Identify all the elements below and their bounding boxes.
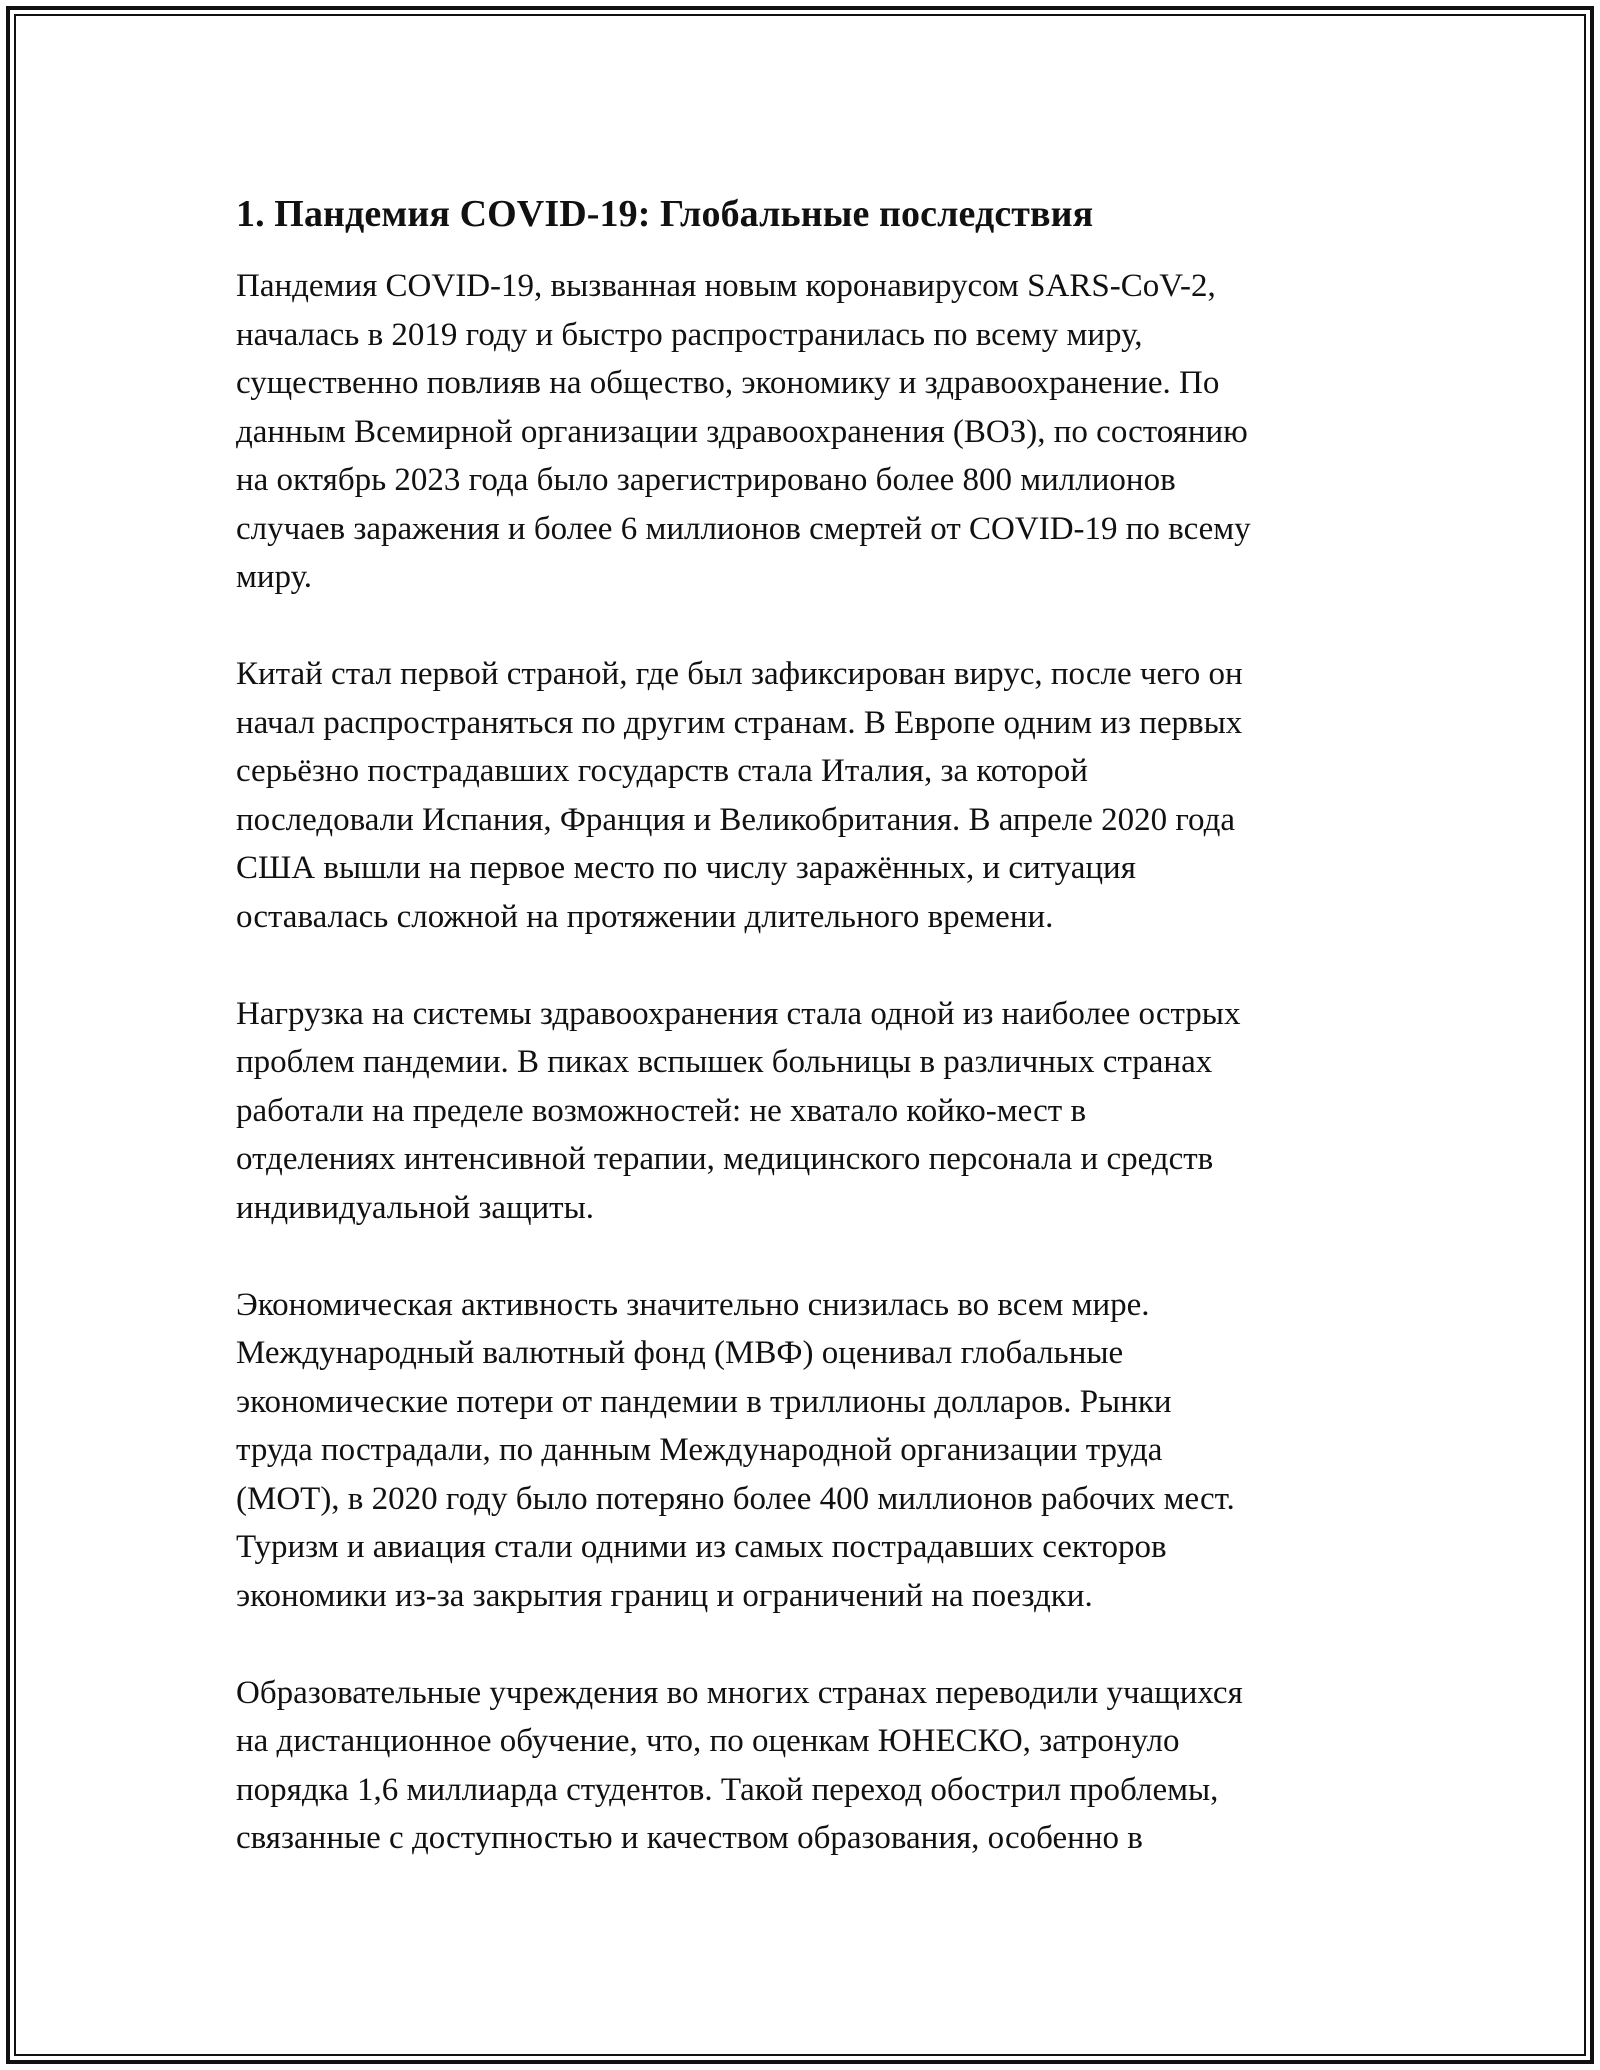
- paragraph-line: Образовательные учреждения во многих странах переводили учащихся: [236, 1674, 1243, 1711]
- paragraph-line: начал распространяться по другим странам. В Европе одним из первых: [236, 704, 1243, 741]
- paragraph-line: связанные с доступностью и качеством образования, особенно в: [236, 1820, 1143, 1856]
- paragraph-line: работали на пределе возможностей: не хватало койко-мест в: [236, 1092, 1087, 1129]
- document-page: [236, 184, 1376, 1863]
- paragraph-line: на дистанционное обучение, что, по оценкам ЮНЕСКО, затронуло: [236, 1723, 1180, 1759]
- paragraph-line: Пандемия COVID-19, вызванная новым коронавирусом SARS-CoV-2,: [236, 268, 1216, 304]
- paragraph-line: отделениях интенсивной терапии, медицинского персонала и средств: [236, 1141, 1214, 1177]
- paragraph-line: данным Всемирной организации здравоохранения (ВОЗ), по состоянию: [236, 413, 1248, 450]
- paragraph-line: индивидуальной защиты.: [236, 1189, 594, 1226]
- paragraph-line: порядка 1,6 миллиарда студентов. Такой переход обострил проблемы,: [236, 1771, 1219, 1808]
- paragraph-line: проблем пандемии. В пиках вспышек больницы в различных странах: [236, 1044, 1213, 1080]
- paragraph-line: миру.: [236, 559, 313, 595]
- paragraph-line: последовали Испания, Франция и Великобритания. В апреле 2020 года: [236, 801, 1236, 838]
- paragraph-line: серьёзно пострадавших государств стала Италия, за которой: [236, 753, 1088, 789]
- paragraph-line: (МОТ), в 2020 году было потеряно более 400 миллионов рабочих мест.: [236, 1480, 1235, 1517]
- paragraph-line: Китай стал первой страной, где был зафиксирован вирус, после чего он: [236, 656, 1243, 692]
- paragraph-line: случаев заражения и более 6 миллионов смертей от COVID-19 по всему: [236, 510, 1251, 547]
- paragraph-line: Экономическая активность значительно снизилась во всем мире.: [236, 1286, 1150, 1323]
- paragraph-education-impact: [236, 1669, 1376, 1863]
- paragraph-line: Нагрузка на системы здравоохранения стала одной из наиболее острых: [236, 995, 1241, 1032]
- paragraph-line: Международный валютный фонд (МВФ) оценивал глобальные: [236, 1335, 1124, 1371]
- paragraph-line: оставалась сложной на протяжении длительного времени.: [236, 898, 1054, 935]
- paragraph-healthcare-burden: [236, 990, 1376, 1233]
- paragraph-line: труда пострадали, по данным Международной организации труда: [236, 1432, 1163, 1468]
- paragraph-economic-impact: [236, 1281, 1376, 1621]
- paragraph-line: экономические потери от пандемии в триллионы долларов. Рынки: [236, 1383, 1172, 1420]
- paragraph-line: существенно повлияв на общество, экономику и здравоохранение. По: [236, 365, 1220, 401]
- paragraph-line: на октябрь 2023 года было зарегистрировано более 800 миллионов: [236, 462, 1176, 498]
- paragraph-line: экономики из-за закрытия границ и ограничений на поездки.: [236, 1577, 1093, 1614]
- paragraph-pandemic-overview: [236, 262, 1376, 602]
- section-heading: 1. Пандемия COVID-19: Глобальные последствия: [236, 193, 1094, 235]
- paragraph-spread-by-country: [236, 650, 1376, 941]
- paragraph-line: началась в 2019 году и быстро распространилась по всему миру,: [236, 316, 1143, 353]
- paragraph-line: Туризм и авиация стали одними из самых пострадавших секторов: [236, 1529, 1167, 1565]
- paragraph-line: США вышли на первое место по числу заражённых, и ситуация: [236, 850, 1136, 886]
